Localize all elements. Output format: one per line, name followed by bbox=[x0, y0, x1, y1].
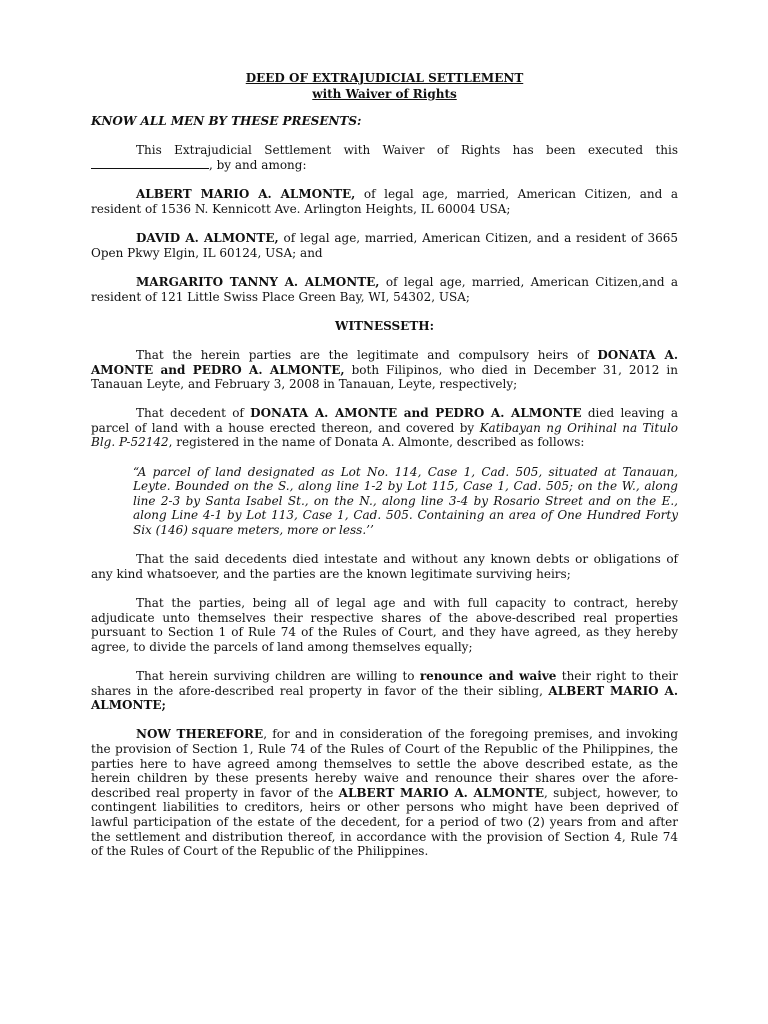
party-1-name: ALBERT MARIO A. ALMONTE, bbox=[136, 187, 356, 202]
party-2-details: of legal age, married, American Citizen, and a resident of 3665 Open Pkwy Elgin, IL 60124, USA; and bbox=[91, 231, 678, 260]
waiver-paragraph bbox=[91, 669, 678, 713]
party-2-paragraph bbox=[91, 231, 678, 260]
property-description-quote: “A parcel of land designated as Lot No. 114, Case 1, Cad. 505, situated at Tanauan, Leyte. Bounded on the S., along line 1-2 by Lot 115, Case 1, Cad. 505; on the W., along line 2-3 by Santa Isabel St., on the N., along line 3-4 by Rosario Street and on the E., along Line 4-1 by Lot 113, Case 1, Cad. 505. Containing an area of One Hundred Forty Six (146) square meters, more or less.’’ bbox=[133, 464, 678, 538]
property-text-a: That decedent of bbox=[136, 406, 251, 421]
beneficiary-name-2: ALBERT MARIO A. ALMONTE bbox=[338, 785, 545, 800]
now-therefore-paragraph bbox=[91, 727, 678, 858]
party-1-details: of legal age, married, American Citizen, and a resident of 1536 N. Kennicott Ave. Arlington Heights, IL 60004 USA; bbox=[91, 187, 678, 216]
now-therefore-text-b: , subject, however, to contingent liabilities to creditors, heirs or other persons who might have been deprived of lawful participation of the estate of the decedent, for a period of two (2) years from and after the settlement and distribution thereof, in accordance with the provision of Section 4, Rule 74 of the Rules of Court of the Republic of the Philippines. bbox=[91, 785, 679, 859]
beneficiary-name: ALBERT MARIO A. ALMONTE; bbox=[91, 683, 678, 713]
witnesseth-heading: WITNESSETH: bbox=[334, 318, 435, 333]
party-3-paragraph bbox=[91, 275, 678, 304]
party-1-paragraph bbox=[91, 187, 678, 216]
waiver-text-b: their right to their shares in the afore-described real property in favor of the their sibling, bbox=[91, 668, 678, 698]
title-number: Katibayan ng Orihinal na Titulo Blg. P-52142 bbox=[91, 420, 679, 450]
date-blank-line bbox=[91, 157, 209, 169]
heirs-text-b: both Filipinos, who died in December 31, 2012 in Tanauan Leyte, and February 3, 2008 in Tanauan, Leyte, respectively; bbox=[91, 362, 678, 392]
document-page bbox=[91, 70, 678, 873]
document-title: DEED OF EXTRAJUDICIAL SETTLEMENT bbox=[245, 71, 524, 85]
party-3-name: MARGARITO TANNY A. ALMONTE, bbox=[136, 274, 380, 289]
heirs-text-a: That the herein parties are the legitimate and compulsory heirs of bbox=[136, 347, 598, 362]
decedents-names: DONATA A. AMONTE and PEDRO A. ALMONTE, bbox=[91, 347, 679, 377]
document-subtitle: with Waiver of Rights bbox=[312, 87, 457, 101]
intro-text: This Extrajudicial Settlement with Waiver of Rights has been executed this bbox=[136, 142, 678, 157]
intestate-paragraph: That the said decedents died intestate and without any known debts or obligations of any kind whatsoever, and the parties are the known legitimate surviving heirs; bbox=[91, 552, 678, 581]
party-2-name: DAVID A. ALMONTE, bbox=[136, 231, 279, 246]
property-text-c: , registered in the name of Donata A. Almonte, described as follows: bbox=[168, 435, 585, 450]
property-paragraph bbox=[91, 406, 678, 450]
now-therefore-label: NOW THEREFORE bbox=[136, 727, 264, 742]
heirs-paragraph bbox=[91, 348, 678, 392]
know-all-heading: KNOW ALL MEN BY THESE PRESENTS: bbox=[91, 114, 362, 128]
intro-paragraph bbox=[91, 143, 678, 173]
party-3-details: of legal age, married, American Citizen,and a resident of 121 Little Swiss Place Green Bay, WI, 54302, USA; bbox=[91, 274, 678, 304]
intro-text-end: , by and among: bbox=[209, 158, 307, 173]
now-therefore-text-a: , for and in consideration of the foregoing premises, and invoking the provision of Section 1, Rule 74 of the Rules of Court of the Republic of the Philippines, the parties here to have agreed among themselves to settle the above described estate, as the herein children by these presents hereby waive and renounce their shares over the afore-described real property in favor of the bbox=[91, 727, 678, 800]
renounce-waive-text: renounce and waive bbox=[419, 668, 557, 683]
waiver-text-a: That herein surviving children are willing to bbox=[136, 668, 420, 683]
adjudication-paragraph: That the parties, being all of legal age and with full capacity to contract, hereby adjudicate unto themselves their respective shares of the above-described real properties pursuant to Section 1 of Rule 74 of the Rules of Court, and they have agreed, as they hereby agree, to divide the parcels of land among themselves equally; bbox=[91, 596, 678, 654]
property-text-b: died leaving a parcel of land with a house erected thereon, and covered by bbox=[91, 406, 678, 435]
decedents-names-2: DONATA A. AMONTE and PEDRO A. ALMONTE bbox=[250, 406, 582, 421]
